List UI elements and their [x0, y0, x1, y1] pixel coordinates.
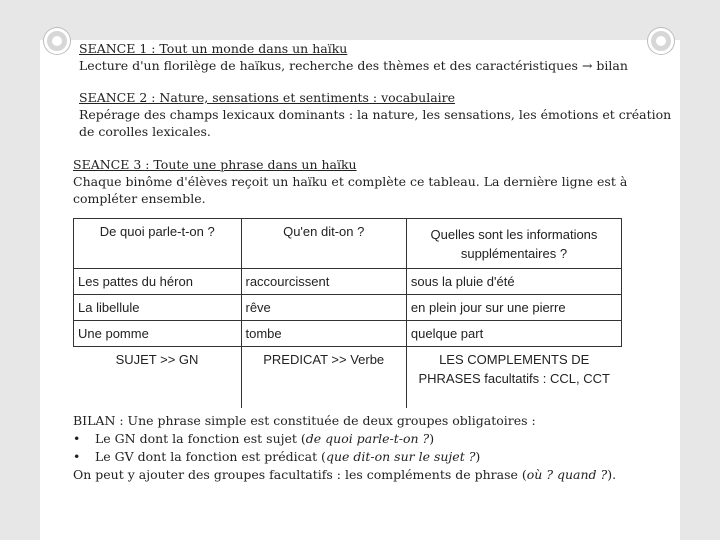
bilan-conclusion-question: où ? quand ? — [526, 467, 608, 482]
header-predicate: Qu'en dit-on ? — [241, 219, 406, 269]
bilan-conclusion-text: On peut y ajouter des groupes facultatifs : les compléments de phrase ( — [73, 467, 527, 482]
bilan-intro: BILAN : Une phrase simple est constituée de deux groupes obligatoires : — [73, 413, 536, 428]
bilan-section — [73, 412, 616, 484]
bilan-bullet-2-question: que dit-on sur le sujet ? — [325, 449, 476, 464]
session-2-title: SEANCE 2 : Nature, sensations et sentiments : vocabulaire — [79, 90, 456, 105]
binder-ring-right — [648, 28, 674, 54]
cell-subject: Les pattes du héron — [74, 269, 242, 295]
cell-complement: quelque part — [406, 321, 621, 347]
cell-subject: La libellule — [74, 295, 242, 321]
cell-predicate: rêve — [241, 295, 406, 321]
summary-complements: LES COMPLEMENTS DE PHRASES facultatifs : CCL, CCT — [418, 352, 610, 386]
bilan-bullet-1-question: de quoi parle-t-on ? — [305, 431, 430, 446]
bullet-icon: • — [73, 449, 81, 464]
summary-predicate: PREDICAT >> Verbe — [241, 347, 406, 409]
table-row — [74, 295, 622, 321]
table-header-row — [74, 219, 622, 269]
summary-subject: SUJET >> GN — [115, 352, 199, 367]
sentence-analysis-table — [73, 218, 622, 408]
session-2-text-line-2: de corolles lexicales. — [79, 124, 211, 139]
bilan-conclusion — [73, 466, 616, 484]
table-row — [74, 321, 622, 347]
bilan-bullet-1-text: Le GN dont la fonction est sujet ( — [95, 431, 306, 446]
bilan-bullet-2-close: ) — [475, 449, 481, 464]
bilan-bullet-1-close: ) — [429, 431, 435, 446]
bilan-bullet-2 — [73, 448, 616, 466]
session-1-title: SEANCE 1 : Tout un monde dans un haïku — [79, 41, 348, 56]
session-3-title: SEANCE 3 : Toute une phrase dans un haïku — [73, 157, 357, 172]
cell-subject: Une pomme — [74, 321, 242, 347]
table-summary-row — [74, 347, 622, 409]
cell-predicate: raccourcissent — [241, 269, 406, 295]
header-complements: Quelles sont les informations supplémentaires ? — [406, 219, 621, 269]
table-row — [74, 269, 622, 295]
bilan-bullet-2-text: Le GV dont la fonction est prédicat ( — [95, 449, 326, 464]
session-1-text: Lecture d'un florilège de haïkus, recherche des thèmes et des caractéristiques → bilan — [79, 58, 628, 73]
session-3-text-line-1: Chaque binôme d'élèves reçoit un haïku et complète ce tableau. La dernière ligne est à — [73, 174, 628, 189]
header-subject: De quoi parle-t-on ? — [74, 219, 242, 269]
cell-complement: en plein jour sur une pierre — [406, 295, 621, 321]
bilan-bullet-1 — [73, 430, 616, 448]
bilan-conclusion-close: ). — [607, 467, 617, 482]
session-2-text-line-1: Repérage des champs lexicaux dominants : la nature, les sensations, les émotions et création — [79, 107, 672, 122]
session-3-text-line-2: compléter ensemble. — [73, 191, 206, 206]
cell-complement: sous la pluie d'été — [406, 269, 621, 295]
binder-ring-left — [44, 28, 70, 54]
bullet-icon: • — [73, 431, 81, 446]
cell-predicate: tombe — [241, 321, 406, 347]
